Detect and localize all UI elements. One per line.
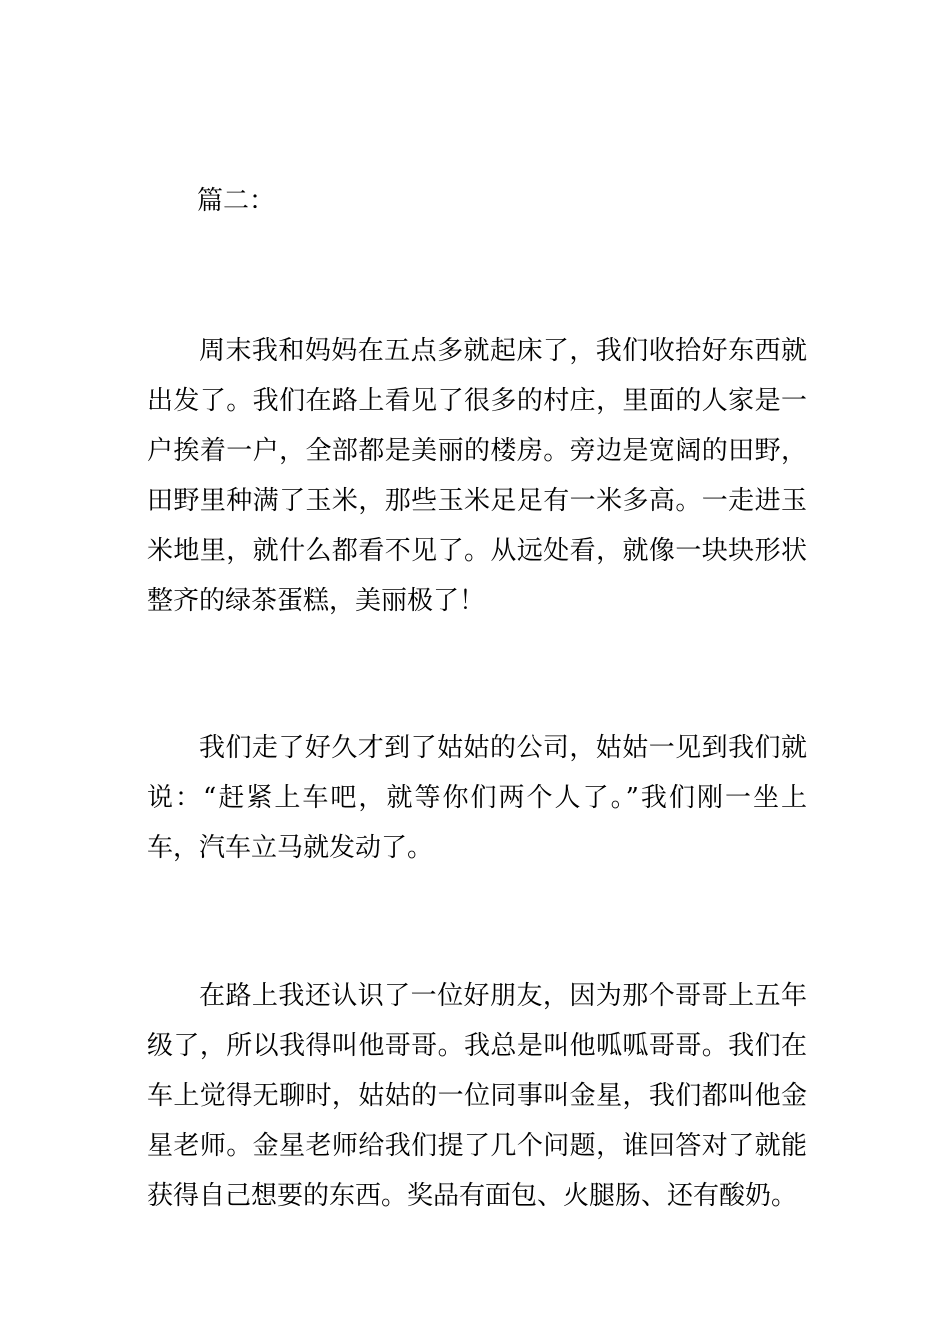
paragraph-1: 周末我和妈妈在五点多就起床了，我们收拾好东西就出发了。我们在路上看见了很多的村庄，里面的人家是一户挨着一户，全部都是美丽的楼房。旁边是宽阔的田野，田野里种满了玉米，那些玉米足足有一米多高。一走进玉米地里，就什么都看不见了。从远处看，就像一块块形状整齐的绿茶蛋糕，美丽极了！ <box>147 336 807 616</box>
paragraph-2: 我们走了好久才到了姑姑的公司，姑姑一见到我们就说：“赶紧上车吧，就等你们两个人了。”我们刚一坐上车，汽车立马就发动了。 <box>147 733 807 863</box>
paragraph-3: 在路上我还认识了一位好朋友，因为那个哥哥上五年级了，所以我得叫他哥哥。我总是叫他呱呱哥哥。我们在车上觉得无聊时，姑姑的一位同事叫金星，我们都叫他金星老师。金星老师给我们提了几个问题，谁回答对了就能获得自己想要的东西。奖品有面包、火腿肠、还有酸奶。 <box>147 981 807 1211</box>
section-heading: 篇二： <box>197 186 276 216</box>
